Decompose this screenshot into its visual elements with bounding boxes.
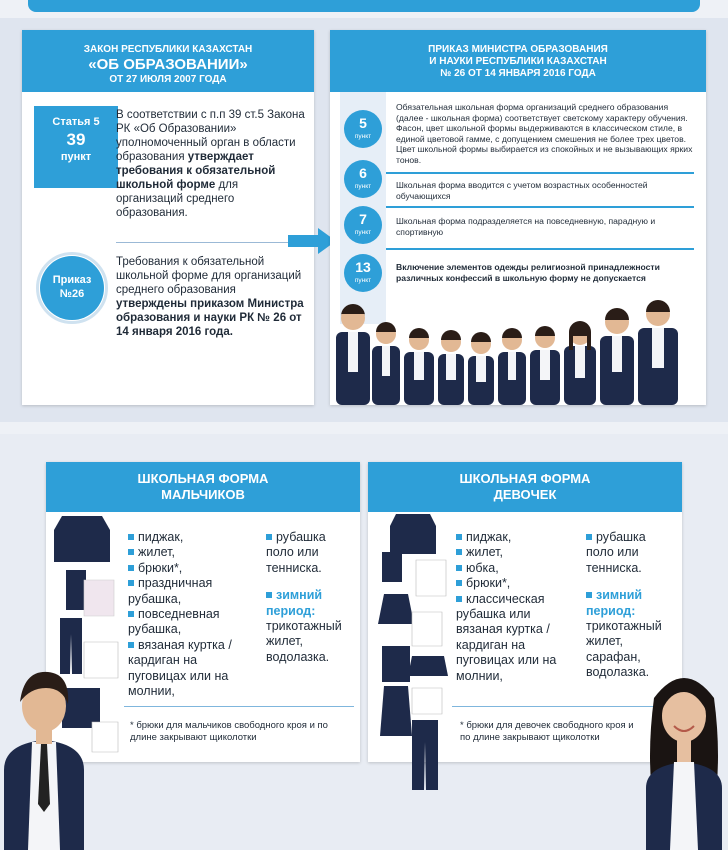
order-text-bold: утверждены приказом Министра образования и науки РК № 26 от 14 января 2016 года. [116, 298, 304, 338]
article-label: Статья 5 [52, 116, 100, 128]
point-text-13: Включение элементов одежды религиозной принадлежности различных конфессий в школьную форму не допускается [396, 262, 660, 283]
arrow-icon [288, 226, 336, 256]
shirt-icon [84, 580, 114, 616]
boys-items-list [128, 530, 256, 699]
polo-girl-icon [412, 688, 442, 714]
list-item: брюки*, [128, 561, 256, 576]
boys-divider [124, 706, 354, 707]
list-item: праздничная рубашка, [128, 576, 213, 606]
jacket-icon [54, 516, 110, 562]
blouse-icon [416, 560, 446, 596]
article-text [116, 108, 306, 220]
point-unit-6: пункт [354, 183, 372, 190]
list-item: брюки*, [456, 576, 580, 591]
law-header [22, 30, 314, 92]
girls-extra [586, 530, 676, 681]
point-rule-6 [386, 206, 694, 208]
point-text-5: Обязательная школьная форма организаций среднего образования (далее - школьная форма) соответствует светскому характеру обучения. Фасон, цвет школьной формы выдерживаются в классическом стиле, в единой цветовой гамме, с допущением смешения не более трех цветов. Цвет школьной формы выбирается из спокойных и не вызывающих ярких тонов. [396, 102, 693, 165]
point-text-6: Школьная форма вводится с учетом возрастных особенностей обучающихся [396, 180, 648, 201]
point-number-6: 6 [359, 165, 367, 181]
point-badge-5 [344, 110, 382, 148]
list-item: жилет, [456, 545, 580, 560]
girl-vest-icon [382, 552, 402, 582]
top-accent-bar [28, 0, 700, 12]
list-item: юбка, [456, 561, 580, 576]
boys-title-line2: МАЛЬЧИКОВ [161, 487, 245, 502]
sarafan-icon [380, 686, 412, 736]
point-number-13: 13 [355, 259, 371, 275]
order-title-line3: № 26 ОТ 14 ЯНВАРЯ 2016 ГОДА [440, 68, 596, 79]
boys-winter-text: трикотажный жилет, водолазка. [266, 619, 342, 664]
article-text-part1: В соответствии с п.п 39 ст.5 Закона РК «Об Образовании» уполномоченный орган в области образования [116, 109, 305, 163]
article-badge [34, 106, 118, 188]
girls-footnote: * брюки для девочек свободного кроя и по длине закрывают щиколотки [460, 720, 634, 743]
girls-header [368, 462, 682, 512]
point-rule-5 [386, 172, 694, 174]
order-header [330, 30, 706, 92]
list-item: пиджак, [456, 530, 580, 545]
point-number-5: 5 [359, 115, 367, 131]
girls-winter-text: трикотажный жилет, сарафан, водолазка. [586, 619, 662, 680]
girls-title-line2: ДЕВОЧЕК [493, 487, 557, 502]
order-badge-label2: №26 [59, 288, 85, 300]
point-rule-7 [386, 248, 694, 250]
boys-header [46, 462, 360, 512]
list-item: классическая рубашка или вязаная куртка / кардиган на пуговицах или на молнии, [456, 591, 557, 683]
girls-title-line1: ШКОЛЬНАЯ ФОРМА [459, 471, 591, 486]
trousers-icon [60, 618, 82, 674]
article-number: 39 [66, 130, 86, 149]
point-badge-7 [344, 206, 382, 244]
girl-illustration [640, 668, 728, 850]
boys-extra-text: рубашка поло или тенниска. [266, 530, 326, 575]
girl-trousers-icon [412, 720, 438, 790]
students-photo [330, 292, 706, 405]
boys-title-line1: ШКОЛЬНАЯ ФОРМА [137, 471, 269, 486]
order-title-line1: ПРИКАЗ МИНИСТРА ОБРАЗОВАНИЯ [428, 44, 608, 55]
list-item: жилет, [128, 545, 256, 560]
point-badge-6 [344, 160, 382, 198]
article-unit: пункт [60, 151, 92, 163]
law-title-line3: ОТ 27 ИЮЛЯ 2007 ГОДА [109, 74, 227, 85]
point-text-7: Школьная форма подразделяется на повседневную, парадную и спортивную [396, 216, 656, 237]
law-title-line1: ЗАКОН РЕСПУБЛИКИ КАЗАХСТАН [83, 44, 253, 55]
divider-line [116, 242, 306, 243]
list-item: пиджак, [128, 530, 256, 545]
point-unit-13: пункт [354, 277, 372, 284]
article-text-bold: утверждает требования к обязательной школьной форме [116, 151, 276, 191]
girls-panel [368, 462, 682, 762]
girls-winter-label: зимний период: [586, 588, 643, 618]
point-number-7: 7 [359, 211, 367, 227]
boys-winter-label: зимний период: [266, 588, 323, 618]
list-item: вязаная куртка / кардиган на пуговицах или на молнии, [128, 637, 232, 699]
order-text-part1: Требования к обязательной школьной форме для организаций среднего образования [116, 256, 302, 296]
girls-extra-text: рубашка поло или тенниска. [586, 530, 646, 575]
point-unit-7: пункт [354, 229, 372, 236]
point-badge-13 [344, 254, 382, 292]
article-text-part2: для организаций среднего образования. [116, 179, 239, 219]
skirt-icon [378, 594, 414, 624]
cardigan-girl-icon [382, 646, 410, 682]
order-title-line2: И НАУКИ РЕСПУБЛИКИ КАЗАХСТАН [429, 56, 607, 67]
girls-items-list [456, 530, 580, 684]
polo-icon [92, 722, 118, 752]
order-panel [330, 30, 706, 405]
law-title-line2: «ОБ ОБРАЗОВАНИИ» [88, 56, 248, 73]
list-item: повседневная рубашка, [128, 607, 220, 637]
point-unit-5: пункт [354, 133, 372, 140]
boys-footnote: * брюки для мальчиков свободного кроя и по длине закрывают щиколотки [130, 720, 328, 743]
order-text [116, 255, 306, 339]
boy-illustration [0, 668, 90, 850]
boys-extra [266, 530, 354, 665]
order-badge [40, 256, 104, 320]
boys-panel [46, 462, 360, 762]
law-panel [22, 30, 314, 405]
vest-icon [66, 570, 86, 610]
blouse-white-icon [412, 612, 442, 646]
order-badge-label1: Приказ [52, 274, 92, 286]
pleated-skirt-icon [408, 656, 448, 676]
girls-clothes-column [376, 512, 452, 802]
girl-jacket-icon [390, 514, 436, 554]
